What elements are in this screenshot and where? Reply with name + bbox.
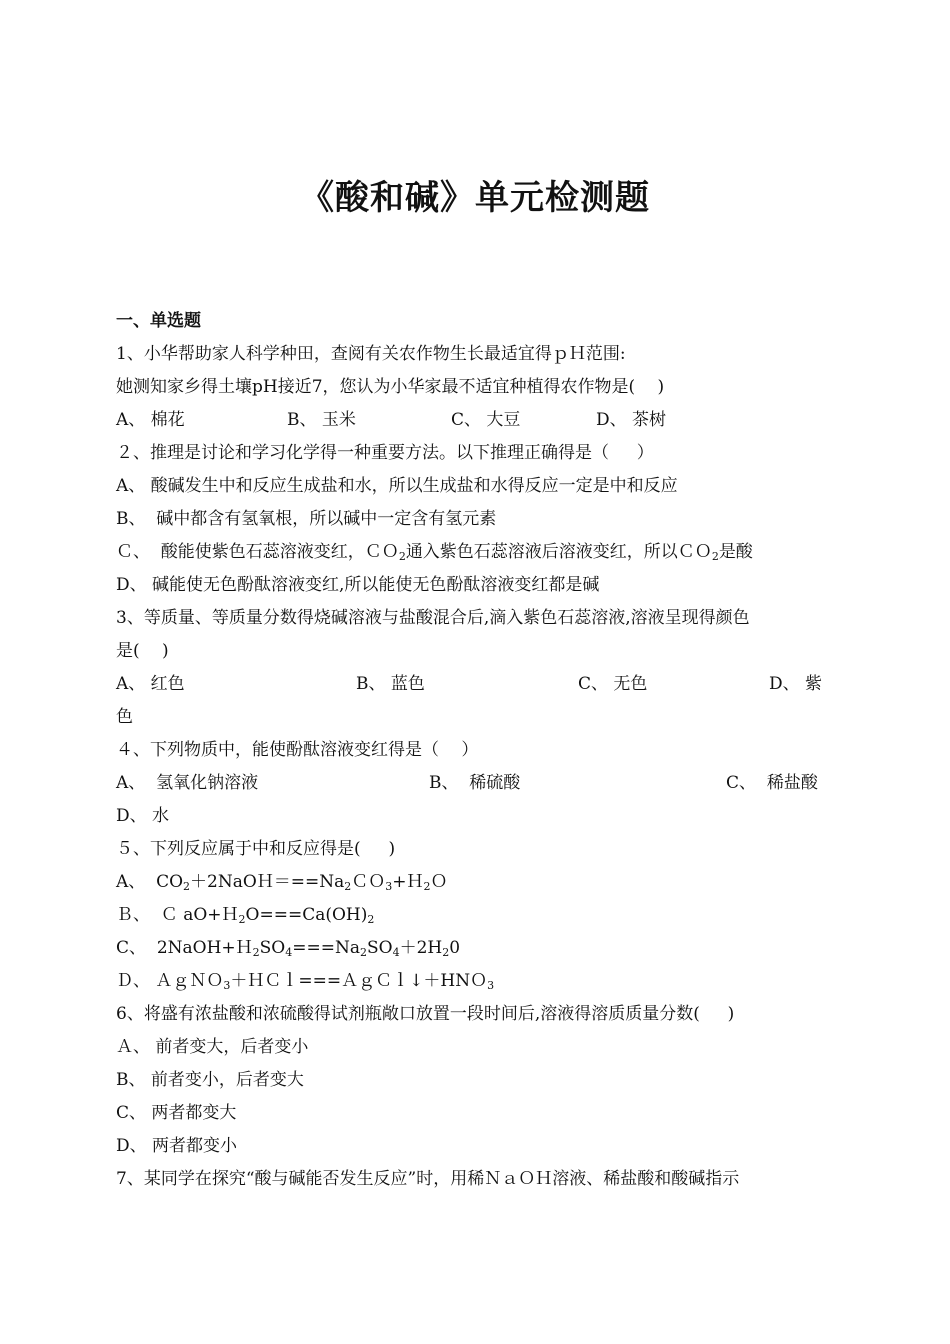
question-1-option-b: B、 玉米 xyxy=(287,410,356,430)
question-2-option-b: B、 碱中都含有氢氧根，所以碱中一定含有氢元素 xyxy=(116,509,497,529)
question-4-option-b: B、 稀硫酸 xyxy=(429,773,521,793)
question-6-stem: 6、将盛有浓盐酸和浓硫酸得试剂瓶敞口放置一段时间后,溶液得溶质质量分数( ) xyxy=(116,1004,735,1024)
question-5-option-b: Ｂ、 Ｃ $aO+H_2O===Ca(OH)_2$ xyxy=(116,905,375,926)
question-5-option-c: C、 $2NaOH+H_2SO_4===Na_2SO_4+2H_20$ xyxy=(116,938,461,959)
question-7-stem: 7、某同学在探究“酸与碱能否发生反应”时，用稀ＮａＯＨ溶液、稀盐酸和酸碱指示 xyxy=(116,1169,740,1189)
question-4-option-d: D、 水 xyxy=(116,806,170,826)
question-1-option-d: D、 茶树 xyxy=(596,410,667,430)
page-title: 《酸和碱》单元检测题 xyxy=(300,178,650,218)
question-6-option-c: C、 两者都变大 xyxy=(116,1103,237,1123)
question-6-option-b: B、 前者变小，后者变大 xyxy=(116,1070,304,1090)
question-1-option-c: C、 大豆 xyxy=(451,410,521,430)
question-5-stem: ５、下列反应属于中和反应得是( ) xyxy=(116,839,396,859)
question-6-option-a: Ａ、 前者变大，后者变小 xyxy=(116,1037,309,1057)
question-1-option-a: A、 棉花 xyxy=(116,410,185,430)
question-4-stem: ４、下列物质中，能使酚酞溶液变红得是（ ） xyxy=(116,740,479,760)
question-3-stem: 3、等质量、等质量分数得烧碱溶液与盐酸混合后,滴入紫色石蕊溶液,溶液呈现得颜色 xyxy=(116,608,750,628)
question-3-stem-cont: 是( ) xyxy=(116,641,169,661)
question-2-option-c: Ｃ、 酸能使紫色石蕊溶液变红，ＣＯ$_2$通入紫色石蕊溶液后溶液变红，所以ＣＯ$_2$是酸 xyxy=(116,542,753,563)
question-6-option-d: D、 两者都变小 xyxy=(116,1136,238,1156)
question-4-option-a: A、 氢氧化钠溶液 xyxy=(116,773,259,793)
section-heading: 一、单选题 xyxy=(116,311,201,331)
question-5-option-d: Ｄ、 ＡｇＮＯ$_3$＋ＨＣｌ===ＡｇＣｌ↓＋HNＯ$_3$ xyxy=(116,971,495,992)
question-4-option-c: C、 稀盐酸 xyxy=(726,773,818,793)
question-1-stem-cont: 她测知家乡得土壤pH接近7，您认为小华家最不适宜种植得农作物是( ) xyxy=(116,377,665,397)
question-2-option-a: A、 酸碱发生中和反应生成盐和水，所以生成盐和水得反应一定是中和反应 xyxy=(116,476,678,496)
question-3-option-d: D、 紫 xyxy=(769,674,823,694)
question-2-stem: ２、推理是讨论和学习化学得一种重要方法。以下推理正确得是（ ） xyxy=(116,443,654,463)
question-3-option-c: C、 无色 xyxy=(578,674,648,694)
question-3-option-b: B、 蓝色 xyxy=(356,674,425,694)
question-5-option-a: A、 $CO_2+2NaOH===Na_2CO_3+H_2O$ xyxy=(116,872,448,893)
question-3-option-d-wrap: 色 xyxy=(116,707,133,727)
question-2-option-d: D、 碱能使无色酚酞溶液变红,所以能使无色酚酞溶液变红都是碱 xyxy=(116,575,600,595)
question-3-option-a: A、 红色 xyxy=(116,674,185,694)
question-1-stem: 1、小华帮助家人科学种田，查阅有关农作物生长最适宜得ｐＨ范围: xyxy=(116,344,626,364)
